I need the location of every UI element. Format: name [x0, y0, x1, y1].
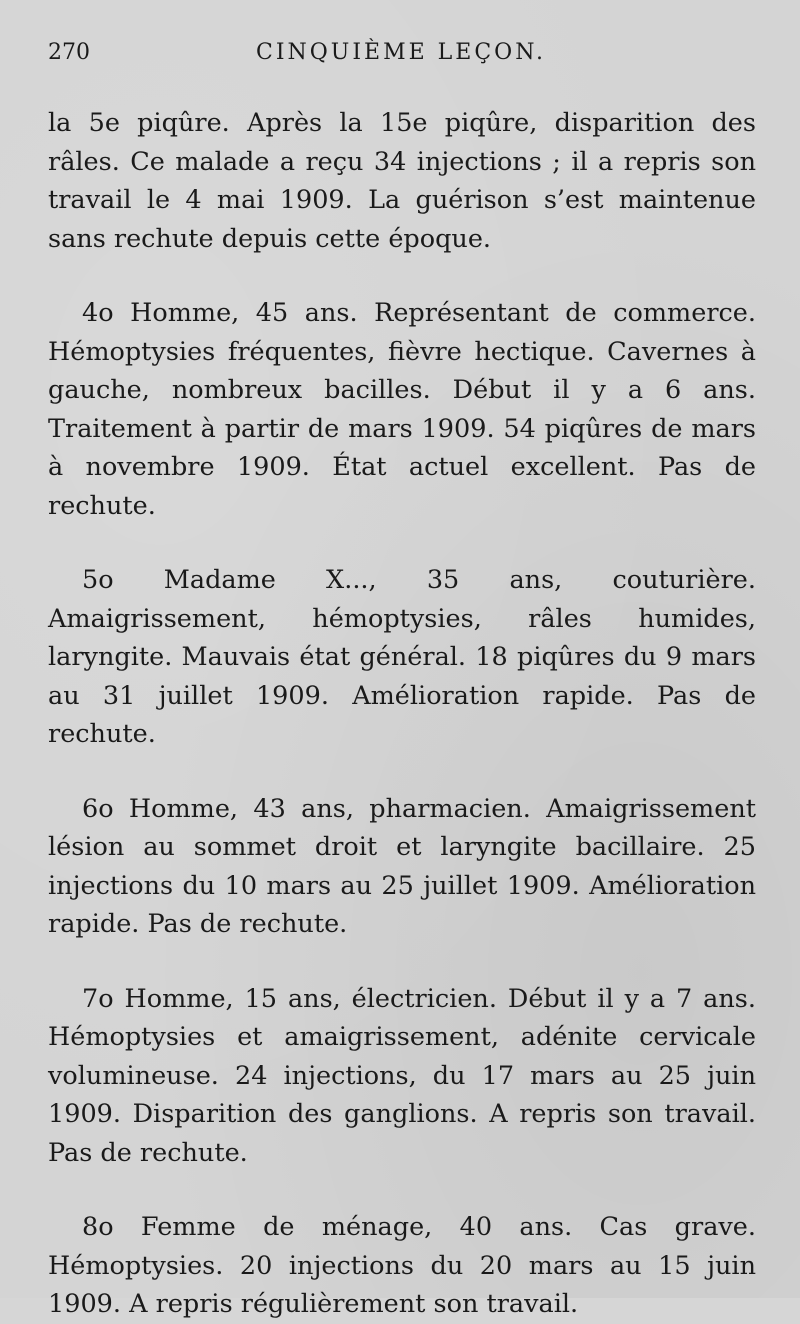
paragraph-case-continuation: la 5e piqûre. Après la 15e piqûre, disparition des râles. Ce malade a reçu 34 injections ; il a repris son travail le 4 mai 1909. La guérison s’est maintenue sans rechute depuis cette époque.	[48, 108, 756, 254]
paragraph-case-8: 8o Femme de ménage, 40 ans. Cas grave. Hémoptysies. 20 injections du 20 mars au 15 juin 1909. A repris régulièrement son travail.	[48, 1212, 756, 1319]
paragraph-case-6: 6o Homme, 43 ans, pharmacien. Amaigrissement lésion au sommet droit et laryngite bacillaire. 25 injections du 10 mars au 25 juillet 1909. Amélioration rapide. Pas de rechute.	[48, 793, 756, 939]
running-header	[48, 40, 760, 74]
paragraph-case-4: 4o Homme, 45 ans. Représentant de commerce. Hémoptysies fréquentes, fièvre hectique. Cavernes à gauche, nombreux bacilles. Début il y a 6 ans. Traitement à partir de mars 1909. 54 piqûres de mars à novembre 1909. État actuel excellent. Pas de rechute.	[48, 298, 756, 521]
body-text	[48, 104, 756, 1324]
chapter-title: CINQUIÈME LEÇON.	[256, 40, 547, 65]
page-number: 270	[48, 40, 90, 65]
paragraph-case-5: 5o Madame X..., 35 ans, couturière. Amaigrissement, hémoptysies, râles humides, laryngite. Mauvais état général. 18 piqûres du 9 mars au 31 juillet 1909. Amélioration rapide. Pas de rechute.	[48, 565, 756, 749]
paragraph-case-7: 7o Homme, 15 ans, électricien. Début il y a 7 ans. Hémoptysies et amaigrissement, adénite cervicale volumineuse. 24 injections, du 17 mars au 25 juin 1909. Disparition des ganglions. A repris son travail. Pas de rechute.	[48, 983, 756, 1168]
